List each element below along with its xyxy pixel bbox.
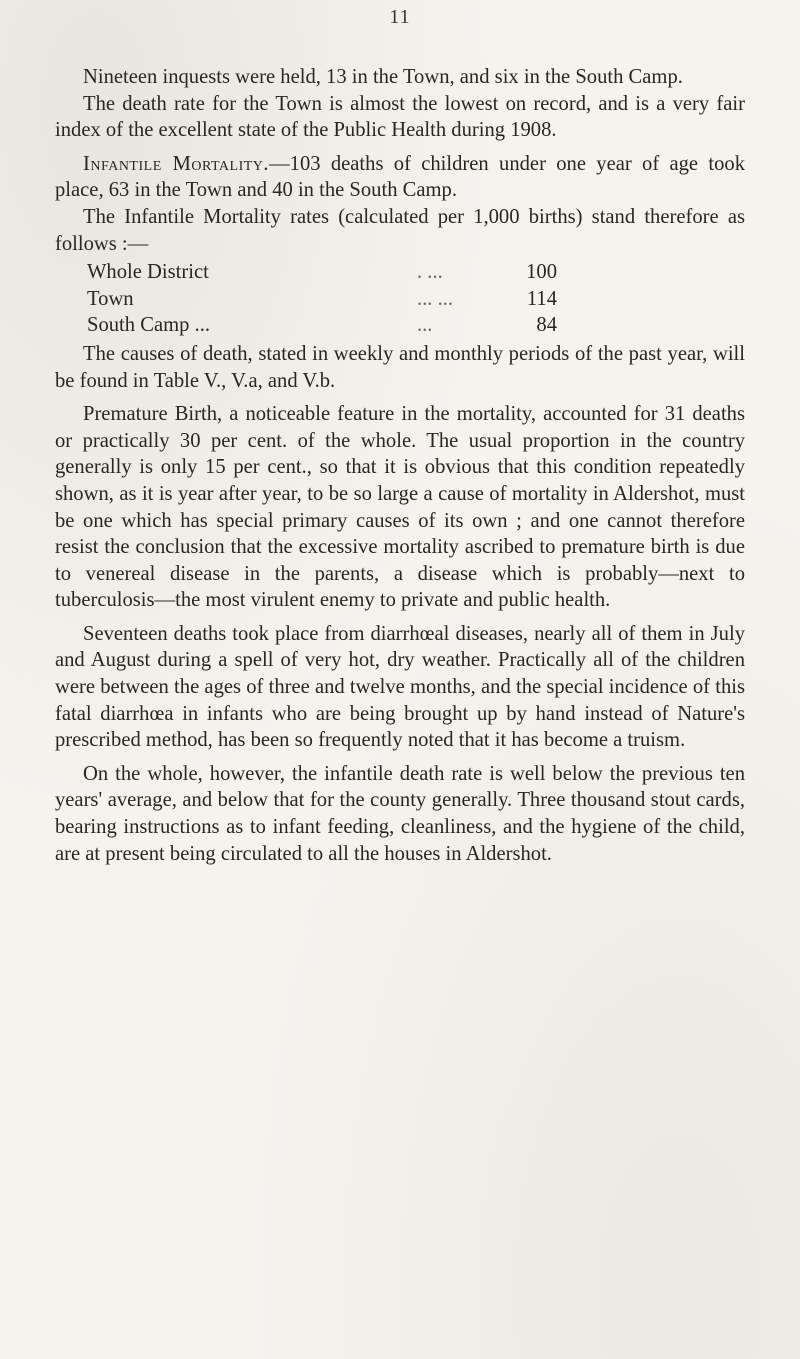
table-cell-leader: ... ... [417,287,454,310]
table-cell-area: Whole District [87,261,209,284]
body-text [55,64,745,867]
table-cell-leader: ... [417,314,433,337]
table-row [87,259,557,286]
section-heading-body: —103 deaths of children under one year of age took place, 63 in the Town and 40 in the South Camp. [55,152,746,202]
paragraph-diarrhoeal: Seventeen deaths took place from diarrhœal diseases, nearly all of them in July and August during a spell of very hot, dry weather. Practically all of the children were between the ages of three and twelve months, and the special incidence of this fatal diarrhœa in infants who are being brought up by hand instead of Nature's prescribed method, has been so frequently noted that it has become a truism. [55,622,745,752]
page-number: 11 [389,6,411,28]
table-row [87,286,557,313]
paragraph-causes: The causes of death, stated in weekly and monthly periods of the past year, will be found in Table V., V.a, and V.b. [55,342,745,392]
table-cell-leader: . ... [417,261,443,284]
table-cell-value: 84 [536,314,557,337]
paragraph-inquests: Nineteen inquests were held, 13 in the Town, and six in the South Camp. [83,66,683,88]
paragraph-rates-intro: The Infantile Mortality rates (calculated per 1,000 births) stand therefore as follows :— [55,205,745,255]
paragraph-conclusion: On the whole, however, the infantile death rate is well below the previous ten years' average, and below that for the county generally. Three thousand stout cards, bearing instructions as to infant feeding, cleanliness, and the hygiene of the child, are at present being circulated to all the houses in Aldershot. [55,762,745,865]
table-cell-area: Town [87,287,134,310]
table-cell-area: South Camp ... [87,314,210,337]
paragraph-death-rate: The death rate for the Town is almost the lowest on record, and is a very fair index of the excellent state of the Public Health during 1908. [55,92,745,142]
paragraph-infantile-mortality [55,151,745,204]
table-cell-value: 100 [526,261,557,284]
table-row [87,312,557,339]
section-heading: Infantile Mortality. [83,152,270,175]
table-cell-value: 114 [526,287,557,310]
mortality-rates-table [87,259,557,339]
paragraph-premature-birth: Premature Birth, a noticeable feature in the mortality, accounted for 31 deaths or practically 30 per cent. of the whole. The usual proportion in the country generally is only 15 per cent., so that it is obvious that this condition repeatedly shown, as it is year after year, to be so large a cause of mortality in Aldershot, must be one which has special primary causes of its own ; and one cannot therefore resist the conclusion that the excessive mortality ascribed to premature birth is due to venereal disease in the parents, a disease which is probably—next to tuberculosis—the most virulent enemy to private and public health. [55,403,745,612]
